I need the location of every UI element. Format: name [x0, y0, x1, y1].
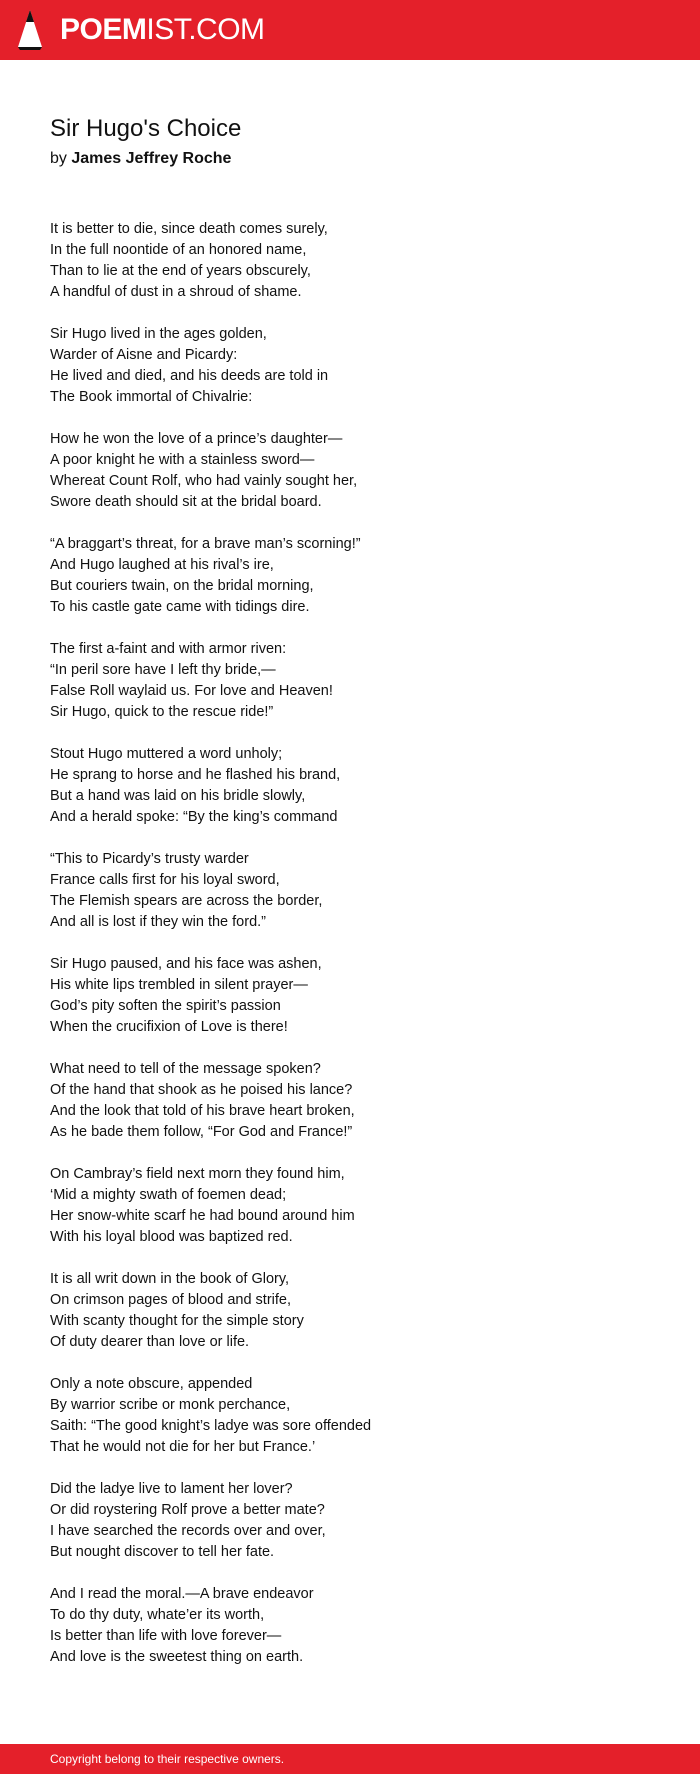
- poem-line: Swore death should sit at the bridal board.: [50, 494, 322, 510]
- poem-stanza: [50, 1584, 371, 1668]
- poem-line: As he bade them follow, “For God and France!”: [50, 1124, 353, 1140]
- site-header: [0, 0, 700, 60]
- brand-bold: POEM: [60, 13, 147, 46]
- poem-line: The first a-faint and with armor riven:: [50, 641, 287, 657]
- poem-line: On Cambray’s field next morn they found him,: [50, 1166, 345, 1182]
- poem-line: ‘Mid a mighty swath of foemen dead;: [50, 1187, 287, 1203]
- poem-line: “This to Picardy’s trusty warder: [50, 851, 249, 867]
- poem-line: A handful of dust in a shroud of shame.: [50, 284, 302, 300]
- poem-stanza: [50, 429, 371, 513]
- poem-stanza: [50, 1059, 371, 1143]
- author-name: James Jeffrey Roche: [71, 150, 232, 167]
- poem-stanza: [50, 534, 371, 618]
- poem-line: On crimson pages of blood and strife,: [50, 1292, 291, 1308]
- poem-line: Whereat Count Rolf, who had vainly sought her,: [50, 473, 358, 489]
- poem-line: But couriers twain, on the bridal morning,: [50, 578, 314, 594]
- poem-byline: [50, 148, 231, 170]
- site-footer: [0, 1744, 700, 1774]
- poem-line: It is all writ down in the book of Glory,: [50, 1271, 290, 1287]
- poem-line: What need to tell of the message spoken?: [50, 1061, 321, 1077]
- poem-stanza: [50, 219, 371, 303]
- poem-line: His white lips trembled in silent prayer—: [50, 977, 308, 993]
- poem-line: To his castle gate came with tidings dire.: [50, 599, 310, 615]
- poem-line: That he would not die for her but France.’: [50, 1439, 316, 1455]
- poem-line: And Hugo laughed at his rival’s ire,: [50, 557, 274, 573]
- brand-light: IST.COM: [146, 13, 265, 46]
- poem-stanza: [50, 1269, 371, 1353]
- poem-line: Did the ladye live to lament her lover?: [50, 1481, 293, 1497]
- poem-body: [50, 219, 371, 1689]
- poem-stanza: [50, 744, 371, 828]
- poem-line: Only a note obscure, appended: [50, 1376, 253, 1392]
- poem-line: A poor knight he with a stainless sword—: [50, 452, 315, 468]
- poem-line: Or did roystering Rolf prove a better mate?: [50, 1502, 325, 1518]
- poem-line: And I read the moral.—A brave endeavor: [50, 1586, 314, 1602]
- poem-stanza: [50, 324, 371, 408]
- poem-line: Sir Hugo lived in the ages golden,: [50, 326, 267, 342]
- poem-stanza: [50, 1479, 371, 1563]
- poem-stanza: [50, 639, 371, 723]
- poem-line: Saith: “The good knight’s ladye was sore offended: [50, 1418, 372, 1434]
- poem-line: False Roll waylaid us. For love and Heaven!: [50, 683, 333, 699]
- poem-line: The Flemish spears are across the border,: [50, 893, 323, 909]
- poem-line: He lived and died, and his deeds are told in: [50, 368, 329, 384]
- poem-line: He sprang to horse and he flashed his brand,: [50, 767, 341, 783]
- poem-line: And the look that told of his brave heart broken,: [50, 1103, 355, 1119]
- poem-line: Of duty dearer than love or life.: [50, 1334, 250, 1350]
- poem-line: I have searched the records over and over,: [50, 1523, 326, 1539]
- poem-stanza: [50, 954, 371, 1038]
- poem-line: Warder of Aisne and Picardy:: [50, 347, 238, 363]
- poem-stanza: [50, 849, 371, 933]
- poem-line: France calls first for his loyal sword,: [50, 872, 280, 888]
- byline-prefix: by: [50, 150, 67, 167]
- poem-line: In the full noontide of an honored name,: [50, 242, 307, 258]
- poem-title: Sir Hugo's Choice: [50, 115, 242, 142]
- poem-line: The Book immortal of Chivalrie:: [50, 389, 253, 405]
- poem-line: “A braggart’s threat, for a brave man’s scorning!”: [50, 536, 361, 552]
- poem-line: Is better than life with love forever—: [50, 1628, 282, 1644]
- poem-line: With his loyal blood was baptized red.: [50, 1229, 293, 1245]
- poem-line: By warrior scribe or monk perchance,: [50, 1397, 291, 1413]
- poem-stanza: [50, 1374, 371, 1458]
- poem-line: And love is the sweetest thing on earth.: [50, 1649, 304, 1665]
- poem-line: God’s pity soften the spirit’s passion: [50, 998, 281, 1014]
- poem-stanza: [50, 1164, 371, 1248]
- poem-line: But nought discover to tell her fate.: [50, 1544, 275, 1560]
- poem-line: Her snow-white scarf he had bound around him: [50, 1208, 355, 1224]
- poem-line: When the crucifixion of Love is there!: [50, 1019, 288, 1035]
- poem-line: And all is lost if they win the ford.”: [50, 914, 266, 930]
- poem-line: With scanty thought for the simple story: [50, 1313, 304, 1329]
- poem-line: To do thy duty, whate’er its worth,: [50, 1607, 265, 1623]
- poem-line: And a herald spoke: “By the king’s command: [50, 809, 338, 825]
- poem-line: Than to lie at the end of years obscurely,: [50, 263, 311, 279]
- site-logo-text[interactable]: [60, 13, 265, 47]
- poem-line: It is better to die, since death comes surely,: [50, 221, 328, 237]
- pencil-tip-icon[interactable]: [16, 9, 44, 51]
- poem-line: Sir Hugo paused, and his face was ashen,: [50, 956, 322, 972]
- poem-line: Stout Hugo muttered a word unholy;: [50, 746, 283, 762]
- poem-line: “In peril sore have I left thy bride,—: [50, 662, 276, 678]
- copyright-text: Copyright belong to their respective owners.: [50, 1752, 285, 1766]
- poem-line: How he won the love of a prince’s daughter—: [50, 431, 343, 447]
- poem-line: Of the hand that shook as he poised his lance?: [50, 1082, 353, 1098]
- poem-line: Sir Hugo, quick to the rescue ride!”: [50, 704, 274, 720]
- poem-line: But a hand was laid on his bridle slowly,: [50, 788, 306, 804]
